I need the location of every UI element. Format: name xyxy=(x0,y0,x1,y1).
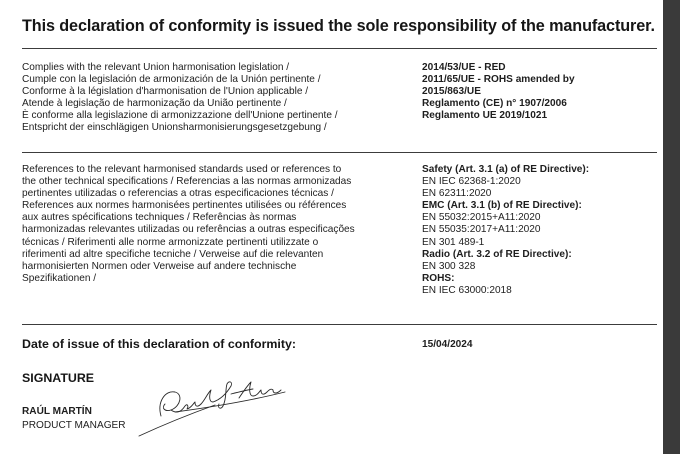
standards-line: aux autres spécifications techniques / Referências às normas xyxy=(22,212,297,224)
standard-item: EN IEC 62368-1:2020 xyxy=(422,176,521,188)
document-title: This declaration of conformity is issued the sole responsibility of the manufacturer. xyxy=(22,17,655,35)
divider-middle xyxy=(22,152,657,153)
legislation-line: Cumple con la legislación de armonización de la Unión pertinente / xyxy=(22,74,321,86)
standard-item: EN 55035:2017+A11:2020 xyxy=(422,224,541,236)
legislation-list xyxy=(422,62,654,122)
handwritten-signature xyxy=(135,372,295,442)
legislation-line: Atende à legislação de harmonização da União pertinente / xyxy=(22,98,287,110)
radio-heading: Radio (Art. 3.2 of RE Directive): xyxy=(422,248,572,260)
standards-list xyxy=(422,164,654,297)
legislation-line: Entspricht der einschlägigen Unionsharmonisierungsgesetzgebung / xyxy=(22,122,327,134)
legislation-line: È conforme alla legislazione di armonizzazione dell'Unione pertinente / xyxy=(22,110,338,122)
standards-line: Spezifikationen / xyxy=(22,272,97,284)
divider-top xyxy=(22,48,657,49)
standard-item: EN IEC 63000:2018 xyxy=(422,284,512,296)
legislation-line: Complies with the relevant Union harmonisation legislation / xyxy=(22,62,290,73)
legislation-item: Reglamento UE 2019/1021 xyxy=(422,110,548,122)
legislation-line: Conforme à la législation d'harmonisation de l'Union applicable / xyxy=(22,86,309,98)
standards-line: harmonisierten Normen oder Verweise auf andere technische xyxy=(22,260,297,272)
standards-line: harmonizadas relevantes utilizadas ou referências a outras especificações xyxy=(22,224,355,236)
signatory-name: RAÚL MARTÍN xyxy=(22,406,92,417)
edge-bar xyxy=(663,0,680,454)
standards-line: técnicas / Riferimenti alle norme armonizzate pertinenti utilizzate o xyxy=(22,236,319,248)
standards-statement xyxy=(22,164,402,285)
legislation-item: 2015/863/UE xyxy=(422,86,481,98)
signature-heading: SIGNATURE xyxy=(22,371,95,385)
standard-item: EN 62311:2020 xyxy=(422,188,492,200)
standards-line: pertinentes utilizadas o referencias a otras especificaciones técnicas / xyxy=(22,188,334,200)
legislation-item: 2011/65/UE - ROHS amended by xyxy=(422,74,575,86)
date-of-issue-label: Date of issue of this declaration of conformity: xyxy=(22,337,297,351)
standard-item: EN 55032:2015+A11:2020 xyxy=(422,212,541,224)
standard-item: EN 301 489-1 xyxy=(422,236,485,248)
emc-heading: EMC (Art. 3.1 (b) of RE Directive): xyxy=(422,200,582,212)
signatory-role: PRODUCT MANAGER xyxy=(22,420,126,431)
rohs-heading: ROHS: xyxy=(422,272,455,284)
standard-item: EN 300 328 xyxy=(422,260,476,272)
standards-line: References to the relevant harmonised standards used or references to xyxy=(22,164,342,175)
date-of-issue-value: 15/04/2024 xyxy=(422,339,473,350)
divider-bottom xyxy=(22,324,657,325)
legislation-item: 2014/53/UE - RED xyxy=(422,62,506,73)
standards-line: the other technical specifications / Referencias a las normas armonizadas xyxy=(22,176,352,188)
legislation-item: Reglamento (CE) n° 1907/2006 xyxy=(422,98,567,110)
standards-line: riferimenti ad altre specifiche tecniche / Verweise auf die relevanten xyxy=(22,248,324,260)
safety-heading: Safety (Art. 3.1 (a) of RE Directive): xyxy=(422,164,590,175)
legislation-statement xyxy=(22,62,402,135)
standards-line: References aux normes harmonisées pertinentes utilisées ou références xyxy=(22,200,347,212)
